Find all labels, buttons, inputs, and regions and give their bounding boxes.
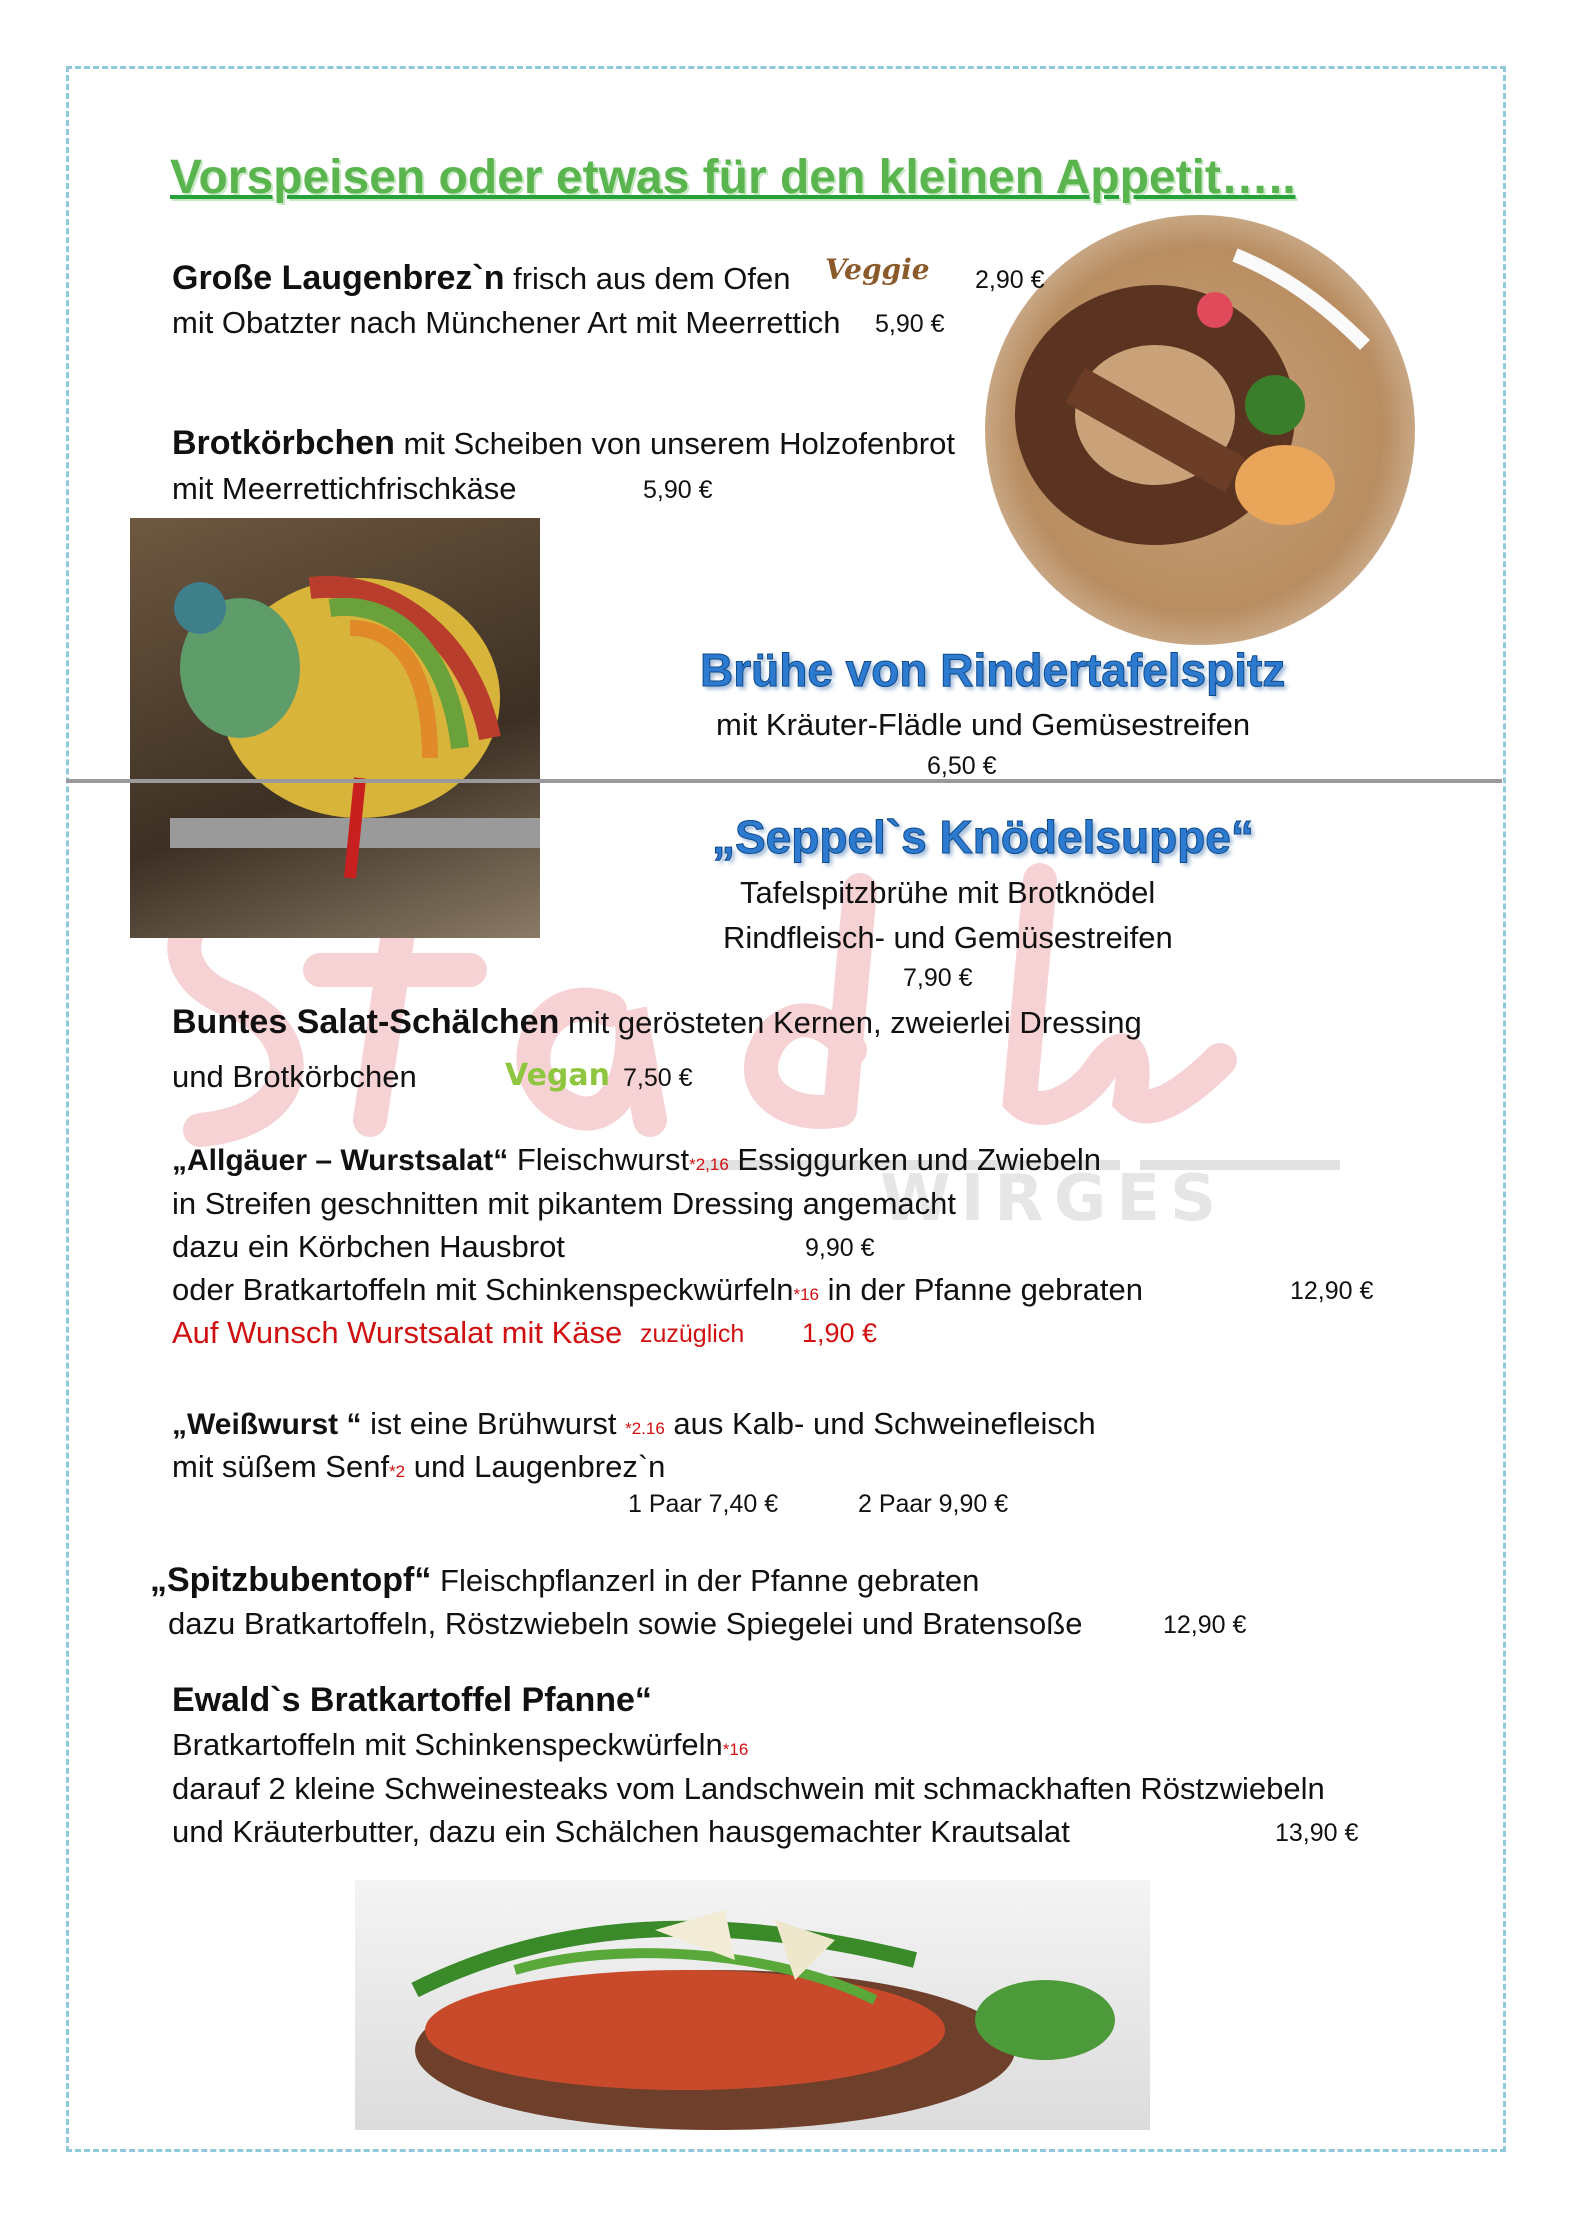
item-ewald-line4: und Kräuterbutter, dazu ein Schälchen hausgemachter Krautsalat — [172, 1814, 1070, 1849]
item-brezn-desc: frisch aus dem Ofen — [504, 261, 791, 296]
item-weisswurst-price1: 1 Paar 7,40 € — [628, 1490, 779, 1518]
item-bruehe-desc: mit Kräuter-Flädle und Gemüsestreifen — [716, 707, 1251, 742]
allergen-note: *2.16 — [625, 1419, 665, 1438]
item-wurstsalat-line4 — [172, 1270, 1143, 1315]
item-weisswurst-desc1: ist eine Brühwurst — [361, 1406, 626, 1441]
item-brezn-line2: mit Obatzter nach Münchener Art mit Meerrettich — [172, 305, 841, 340]
item-wurstsalat-line3: dazu ein Körbchen Hausbrot — [172, 1229, 565, 1264]
item-spitzbuben-line2: dazu Bratkartoffeln, Röstzwiebeln sowie Spiegelei und Bratensoße — [168, 1606, 1083, 1641]
allergen-note: *16 — [722, 1740, 749, 1759]
item-brotkorb-line1 — [172, 423, 955, 464]
item-wurstsalat-line1 — [172, 1140, 1101, 1185]
item-ewald-price: 13,90 € — [1275, 1819, 1359, 1847]
item-brezn-line1 — [172, 258, 790, 299]
item-wurstsalat-name: „Allgäuer – Wurstsalat“ — [172, 1144, 509, 1177]
item-salat-line2: und Brotkörbchen — [172, 1059, 417, 1094]
item-wurstsalat-price3: 9,90 € — [805, 1234, 875, 1262]
item-knoedel-title: „Seppel`s Knödelsuppe“ — [712, 811, 1254, 863]
item-weisswurst-line2 — [172, 1447, 665, 1492]
section-title: Vorspeisen oder etwas für den kleinen Appetit….. — [170, 151, 1296, 204]
item-weisswurst-price2: 2 Paar 9,90 € — [858, 1490, 1009, 1518]
item-wurstsalat-line4b: in der Pfanne gebraten — [818, 1272, 1144, 1307]
item-ewald-line2-text: Bratkartoffeln mit Schinkenspeckwürfeln — [172, 1727, 723, 1762]
item-wurstsalat-desc2: Essiggurken und Zwiebeln — [728, 1142, 1102, 1177]
item-salat-desc: mit gerösteten Kernen, zweierlei Dressing — [559, 1005, 1142, 1040]
item-knoedel-line2: Rindfleisch- und Gemüsestreifen — [723, 920, 1173, 955]
item-salat-line1 — [172, 1002, 1142, 1043]
item-bruehe-title: Brühe von Rindertafelspitz — [700, 644, 1286, 696]
pretzel-photo — [985, 215, 1415, 645]
item-wurstsalat-desc1: Fleischwurst — [508, 1142, 690, 1177]
item-brezn-price2: 5,90 € — [875, 310, 945, 338]
item-weisswurst-name: „Weißwurst “ — [172, 1408, 362, 1441]
item-weisswurst-line1 — [172, 1404, 1096, 1449]
allergen-note: *2,16 — [689, 1155, 729, 1174]
item-ewald-line1 — [172, 1680, 652, 1721]
item-brotkorb-line2: mit Meerrettichfrischkäse — [172, 471, 517, 506]
item-wurstsalat-price4: 12,90 € — [1290, 1277, 1374, 1305]
item-brezn-name: Große Laugenbrez`n — [172, 259, 505, 297]
item-wurstsalat-line2: in Streifen geschnitten mit pikantem Dressing angemacht — [172, 1186, 957, 1221]
item-salat-name: Buntes Salat-Schälchen — [172, 1003, 560, 1041]
veggie-badge: Veggie — [825, 253, 930, 286]
allergen-note: *2 — [389, 1462, 406, 1481]
item-brotkorb-name: Brotkörbchen — [172, 424, 395, 462]
item-ewald-name: Ewald`s Bratkartoffel Pfanne“ — [172, 1681, 652, 1719]
item-wurstsalat-extra-note: zuzüglich — [640, 1320, 745, 1348]
item-wurstsalat-extra: Auf Wunsch Wurstsalat mit Käse — [172, 1315, 623, 1350]
item-ewald-line2 — [172, 1725, 748, 1770]
section-divider — [66, 779, 1502, 783]
item-weisswurst-line2a: mit süßem Senf — [172, 1449, 390, 1484]
item-knoedel-line1: Tafelspitzbrühe mit Brotknödel — [740, 875, 1156, 910]
dish-photo — [355, 1880, 1150, 2130]
item-spitzbuben-name: „Spitzbubentopf“ — [150, 1561, 432, 1599]
item-salat-price: 7,50 € — [623, 1064, 693, 1092]
vegan-badge: Vegan — [505, 1058, 610, 1093]
item-brotkorb-desc: mit Scheiben von unserem Holzofenbrot — [394, 426, 955, 461]
item-wurstsalat-extra-price: 1,90 € — [802, 1318, 878, 1348]
item-knoedel-price: 7,90 € — [903, 964, 973, 992]
item-brotkorb-price: 5,90 € — [643, 476, 713, 504]
watermark-text: WIRGES — [880, 1162, 1227, 1236]
item-weisswurst-desc2: aus Kalb- und Schweinefleisch — [664, 1406, 1096, 1441]
allergen-note: *16 — [793, 1285, 819, 1304]
item-brezn-price: 2,90 € — [975, 266, 1045, 294]
item-weisswurst-line2b: und Laugenbrez`n — [405, 1449, 666, 1484]
item-ewald-line3: darauf 2 kleine Schweinesteaks vom Landschwein mit schmackhaften Röstzwiebeln — [172, 1771, 1325, 1806]
item-spitzbuben-line1 — [150, 1560, 979, 1601]
item-bruehe-price: 6,50 € — [927, 752, 997, 780]
item-spitzbuben-desc: Fleischpflanzerl in der Pfanne gebraten — [431, 1563, 980, 1598]
rooster-photo — [130, 518, 540, 938]
item-spitzbuben-price: 12,90 € — [1163, 1611, 1247, 1639]
item-wurstsalat-line4a: oder Bratkartoffeln mit Schinkenspeckwürfeln — [172, 1272, 794, 1307]
